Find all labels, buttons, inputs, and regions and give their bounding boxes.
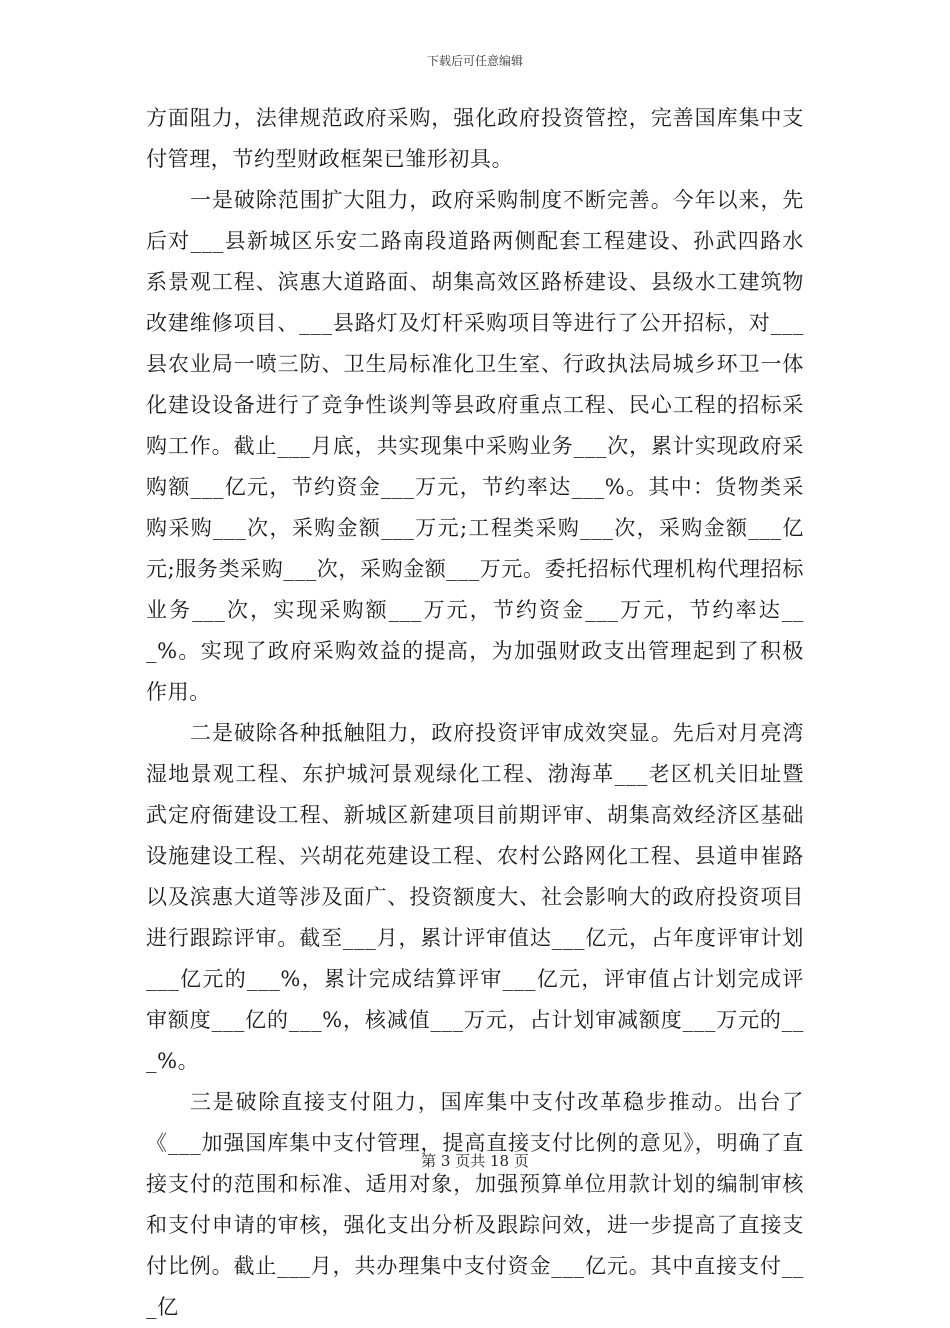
paragraph-treasury-payment: 三是破除直接支付阻力，国库集中支付改革稳步推动。出台了《___加强国库集中支付管理，提高直接支付比例的意见》，明确了直接支付的范围和标准、适用对象，加强预算单位用款计划的编制审核和支付申请的审核，强化支出分析及跟踪问效，进一步提高了直接支付比例。截止___月，共办理集中支付资金___亿元。其中直接支付___亿 <box>146 1090 804 1319</box>
paragraph-continuation: 方面阻力，法律规范政府采购，强化政府投资管控，完善国库集中支付管理，节约型财政框架已雏形初具。 <box>146 106 804 171</box>
document-body <box>146 98 804 1328</box>
paragraph-investment-review: 二是破除各种抵触阻力，政府投资评审成效突显。先后对月亮湾湿地景观工程、东护城河景观绿化工程、渤海革___老区机关旧址暨武定府衙建设工程、新城区新建项目前期评审、胡集高效经济区基础设施建设工程、兴胡花苑建设工程、农村公路网化工程、县道申崔路以及滨惠大道等涉及面广、投资额度大、社会影响大的政府投资项目进行跟踪评审。截至___月，累计评审值达___亿元，占年度评审计划___亿元的___%，累计完成结算评审___亿元，评审值占计划完成评审额度___亿的___%，核减值___万元，占计划审减额度___万元的___%。 <box>146 721 804 1073</box>
paragraph-procurement: 一是破除范围扩大阻力，政府采购制度不断完善。今年以来，先后对___县新城区乐安二路南段道路两侧配套工程建设、孙武四路水系景观工程、滨惠大道路面、胡集高效区路桥建设、县级水工建筑物改建维修项目、___县路灯及灯杆采购项目等进行了公开招标，对___县农业局一喷三防、卫生局标准化卫生室、行政执法局城乡环卫一体化建设设备进行了竞争性谈判等县政府重点工程、民心工程的招标采购工作。截止___月底，共实现集中采购业务___次，累计实现政府采购额___亿元，节约资金___万元，节约率达___%。其中：货物类采购采购___次，采购金额___万元;工程类采购___次，采购金额___亿元;服务类采购___次，采购金额___万元。委托招标代理机构代理招标业务___次，实现采购额___万元，节约资金___万元，节约率达___%。实现了政府采购效益的提高，为加强财政支出管理起到了积极作用。 <box>146 188 804 704</box>
page-header: 下载后可任意编辑 <box>426 54 523 68</box>
page-footer: 第 3 页共 18 页 <box>421 1152 529 1170</box>
